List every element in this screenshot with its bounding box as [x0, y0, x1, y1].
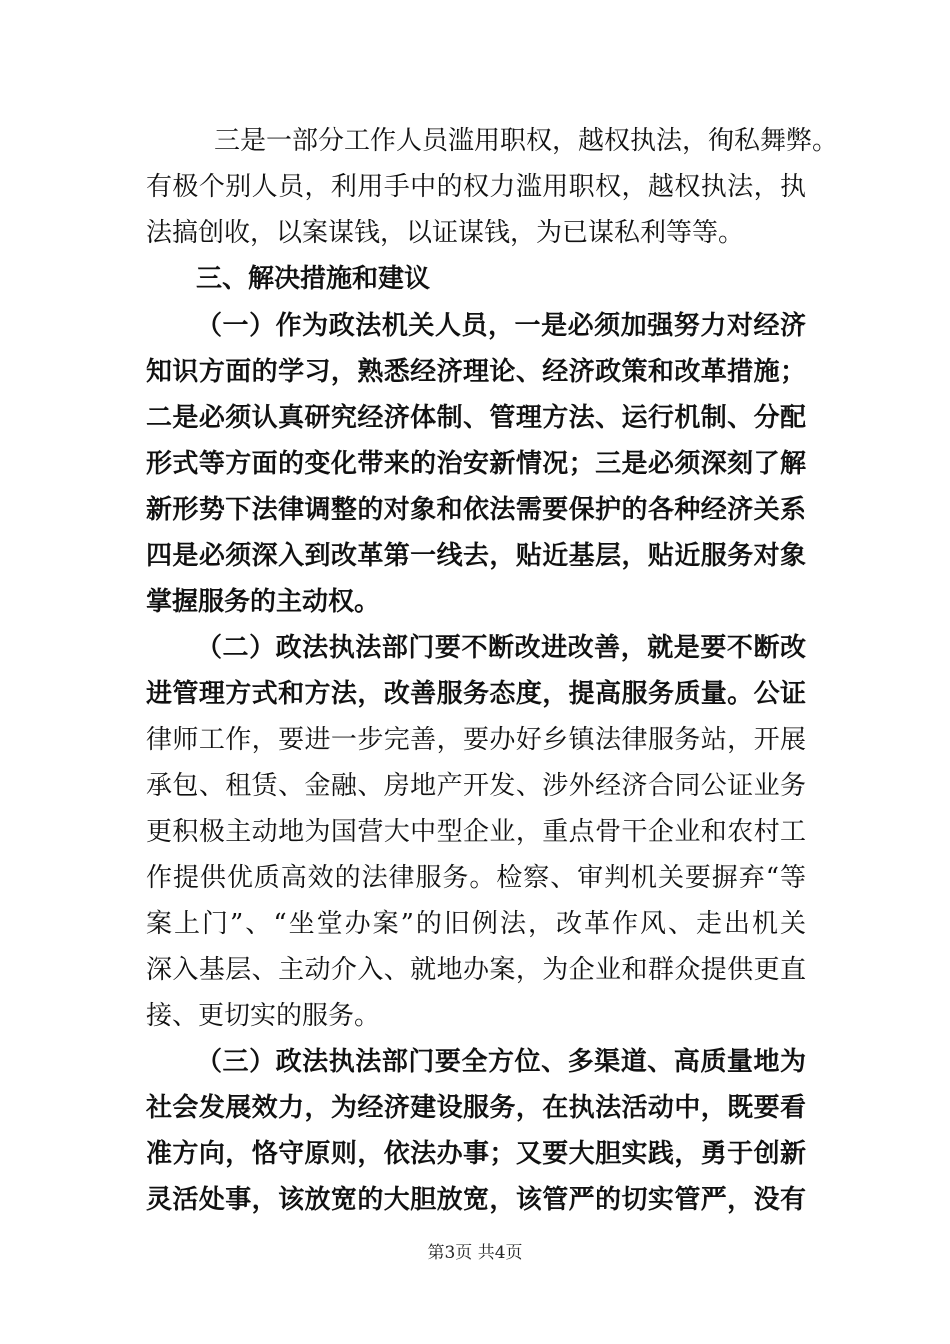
paragraph-line: （三）政法执法部门要全方位、多渠道、高质量地为	[196, 1047, 806, 1077]
paragraph-line: 四是必须深入到改革第一线去，贴近基层，贴近服务对象	[146, 541, 806, 571]
paragraph-line: 形式等方面的变化带来的治安新情况；三是必须深刻了解	[146, 449, 806, 479]
paragraph-line: （二）政法执法部门要不断改进改善，就是要不断改	[196, 633, 806, 663]
paragraph-line: 律师工作，要进一步完善，要办好乡镇法律服务站，开展	[146, 725, 806, 755]
paragraph-line: （一）作为政法机关人员，一是必须加强努力对经济	[196, 311, 806, 341]
paragraph-line: 作提供优质高效的法律服务。检察、审判机关要摒弃“等	[146, 863, 806, 893]
paragraph-line: 深入基层、主动介入、就地办案，为企业和群众提供更直	[146, 955, 806, 985]
paragraph-line: 知识方面的学习，熟悉经济理论、经济政策和改革措施；	[146, 357, 806, 387]
paragraph-line: 掌握服务的主动权。	[146, 587, 381, 617]
paragraph-line: 社会发展效力，为经济建设服务，在执法活动中，既要看	[146, 1093, 806, 1123]
paragraph-line: 法搞创收，以案谋钱，以证谋钱，为已谋私利等等。	[146, 218, 745, 248]
paragraph-line: 三是一部分工作人员滥用职权，越权执法，徇私舞弊。	[214, 126, 839, 156]
paragraph-line: 有极个别人员，利用手中的权力滥用职权，越权执法，执	[146, 172, 806, 202]
paragraph-line: 准方向，恪守原则，依法办事；又要大胆实践，勇于创新	[146, 1139, 806, 1169]
paragraph-line: 更积极主动地为国营大中型企业，重点骨干企业和农村工	[146, 817, 806, 847]
paragraph-line: 二是必须认真研究经济体制、管理方法、运行机制、分配	[146, 403, 806, 433]
section-heading: 三、解决措施和建议	[196, 264, 431, 294]
paragraph-line: 承包、租赁、金融、房地产开发、涉外经济合同公证业务	[146, 771, 806, 801]
page-footer: 第3页 共4页	[427, 1243, 523, 1263]
paragraph-line: 进管理方式和方法，改善服务态度，提高服务质量。公证	[146, 679, 806, 709]
paragraph-line: 案上门”、“坐堂办案”的旧例法，改革作风、走出机关	[146, 909, 806, 939]
paragraph-line: 灵活处事，该放宽的大胆放宽，该管严的切实管严，没有	[146, 1185, 806, 1215]
paragraph-line: 接、更切实的服务。	[146, 1001, 381, 1031]
paragraph-line: 新形势下法律调整的对象和依法需要保护的各种经济关系	[146, 495, 806, 525]
